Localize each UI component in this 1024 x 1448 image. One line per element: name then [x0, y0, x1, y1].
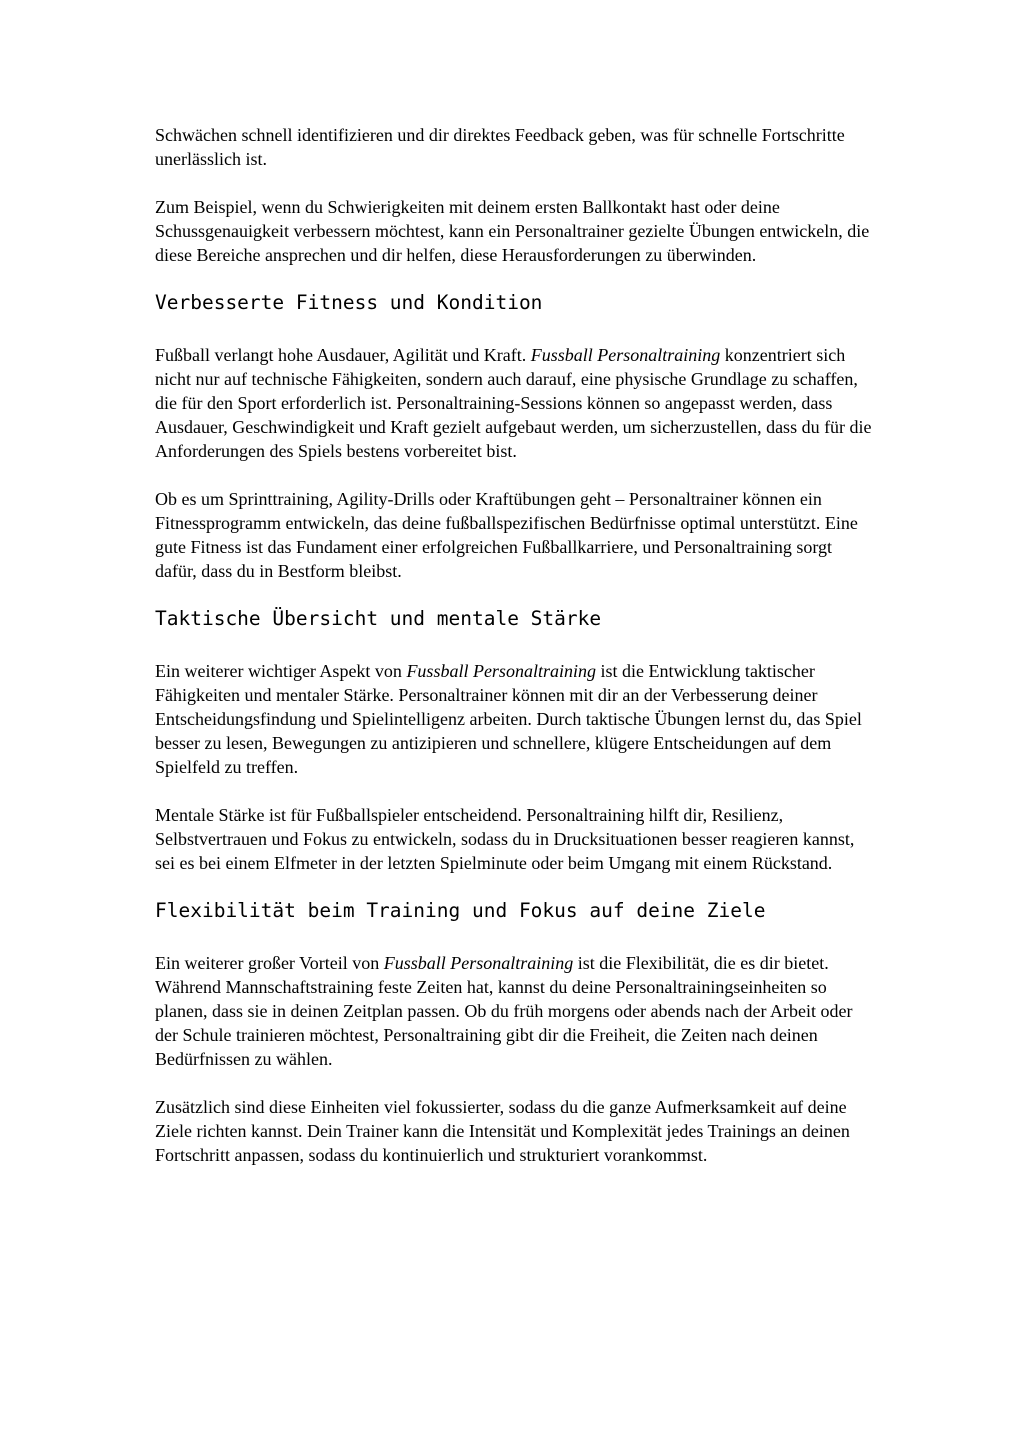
paragraph-1 [155, 123, 875, 171]
paragraph-7-emphasis: Fussball Personaltraining [383, 953, 574, 973]
paragraph-3 [155, 343, 875, 463]
paragraph-4-text: Ob es um Sprinttraining, Agility-Drills oder Kraftübungen geht – Personaltrainer können ein Fitnessprogramm entwickeln, das deine fußballspezifischen Bedürfnisse optimal unterstützt. Eine gute Fitness ist das Fundament einer erfolgreichen Fußballkarriere, und Personaltraining sorgt dafür, dass du in Bestform bleibst. [155, 489, 858, 581]
paragraph-8-text: Zusätzlich sind diese Einheiten viel fokussierter, sodass du die ganze Aufmerksamkeit auf deine Ziele richten kannst. Dein Trainer kann die Intensität und Komplexität jedes Trainings an deinen Fortschritt anpassen, sodass du kontinuierlich und strukturiert vorankommst. [155, 1097, 850, 1165]
section-heading-tactics: Taktische Übersicht und mentale Stärke [155, 607, 602, 630]
section-heading-flexibility: Flexibilität beim Training und Fokus auf deine Ziele [155, 899, 766, 922]
paragraph-3-text-a: Fußball verlangt hohe Ausdauer, Agilität und Kraft. [155, 345, 531, 365]
paragraph-5-text-a: Ein weiterer wichtiger Aspekt von [155, 661, 407, 681]
paragraph-2 [155, 195, 875, 267]
paragraph-5 [155, 659, 875, 779]
paragraph-5-emphasis: Fussball Personaltraining [406, 661, 596, 681]
paragraph-7-text-a: Ein weiterer großer Vorteil von [155, 953, 384, 973]
paragraph-7 [155, 951, 875, 1071]
paragraph-4 [155, 487, 875, 583]
paragraph-6 [155, 803, 875, 875]
paragraph-3-text-b: konzentriert sich nicht nur auf technische Fähigkeiten, sondern auch darauf, eine physische Grundlage zu schaffen, die für den Sport erforderlich ist. Personaltraining-Sessions können so angepasst werden, dass Ausdauer, Geschwindigkeit und Kraft gezielt aufgebaut werden, um sicherzustellen, dass du für die Anforderungen des Spiels bestens vorbereitet bist. [155, 345, 872, 461]
paragraph-6-text: Mentale Stärke ist für Fußballspieler entscheidend. Personaltraining hilft dir, Resilienz, Selbstvertrauen und Fokus zu entwickeln, sodass du in Drucksituationen besser reagieren kannst, sei es bei einem Elfmeter in der letzten Spielminute oder beim Umgang mit einem Rückstand. [155, 805, 855, 873]
document-page [155, 123, 875, 1191]
paragraph-5-text-b: ist die Entwicklung taktischer Fähigkeiten und mentaler Stärke. Personaltrainer können mit dir an der Verbesserung deiner Entscheidungsfindung und Spielintelligenz arbeiten. Durch taktische Übungen lernst du, das Spiel besser zu lesen, Bewegungen zu antizipieren und schnellere, klügere Entscheidungen auf dem Spielfeld zu treffen. [155, 661, 862, 777]
paragraph-1-text: Schwächen schnell identifizieren und dir direktes Feedback geben, was für schnelle Fortschritte unerlässlich ist. [155, 125, 845, 169]
paragraph-3-emphasis: Fussball Personaltraining [530, 345, 721, 365]
paragraph-2-text: Zum Beispiel, wenn du Schwierigkeiten mit deinem ersten Ballkontakt hast oder deine Schussgenauigkeit verbessern möchtest, kann ein Personaltrainer gezielte Übungen entwickeln, die diese Bereiche ansprechen und dir helfen, diese Herausforderungen zu überwinden. [155, 197, 870, 265]
paragraph-8 [155, 1095, 875, 1167]
section-heading-fitness: Verbesserte Fitness und Kondition [155, 291, 543, 314]
paragraph-7-text-b: ist die Flexibilität, die es dir bietet. Während Mannschaftstraining feste Zeiten hat, kannst du deine Personaltrainingseinheiten so planen, dass sie in deinen Zeitplan passen. Ob du früh morgens oder abends nach der Arbeit oder der Schule trainieren möchtest, Personaltraining gibt dir die Freiheit, die Zeiten nach deinen Bedürfnissen zu wählen. [155, 953, 853, 1069]
